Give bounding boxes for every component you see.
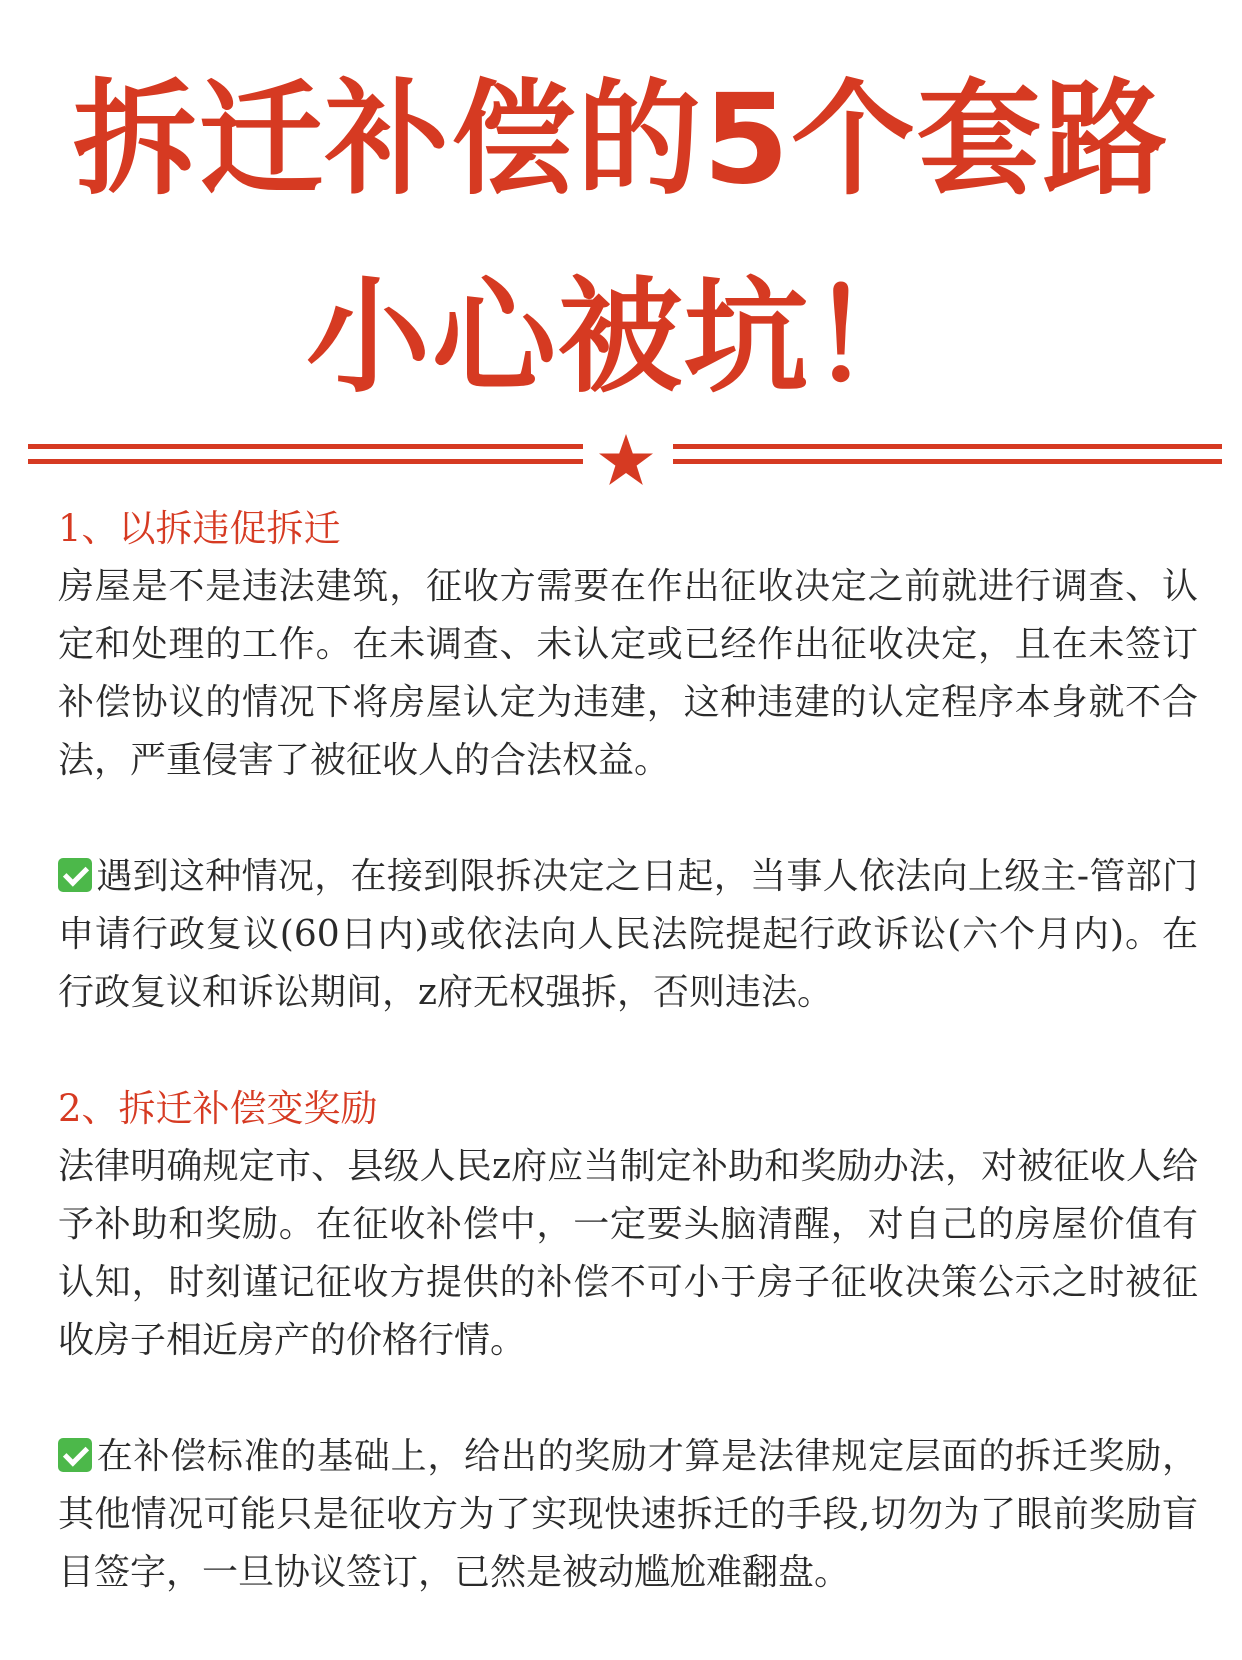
section-tip-text: 在补偿标准的基础上，给出的奖励才算是法律规定层面的拆迁奖励，其他情况可能只是征收方为了实现快速拆迁的手段,切勿为了眼前奖励盲目签字，一旦协议签订，已然是被动尴尬难翻盘。	[58, 1436, 1198, 1593]
check-mark-icon	[58, 1438, 92, 1472]
section-2	[58, 1080, 1198, 1602]
section-1	[58, 500, 1198, 1022]
star-icon	[597, 432, 655, 488]
check-mark-icon	[58, 858, 92, 892]
divider-rule-left-top	[28, 444, 583, 449]
section-tip-text: 遇到这种情况，在接到限拆决定之日起，当事人依法向上级主-管部门申请行政复议(60日内)或依法向人民法院提起行政诉讼(六个月内)。在行政复议和诉讼期间，z府无权强拆，否则违法。	[58, 856, 1198, 1013]
page-title-line-1: 拆迁补偿的5个套路	[72, 68, 1170, 212]
page-title-line-2: 小心被坑！	[305, 266, 936, 410]
divider-rule-left-bottom	[28, 459, 583, 464]
section-tip	[58, 848, 1198, 1022]
section-body: 房屋是不是违法建筑，征收方需要在作出征收决定之前就进行调查、认定和处理的工作。在未调查、未认定或已经作出征收决定，且在未签订补偿协议的情况下将房屋认定为违建，这种违建的认定程序本身就不合法，严重侵害了被征收人的合法权益。	[58, 566, 1198, 781]
divider-rule-right-top	[673, 444, 1222, 449]
title-divider	[28, 436, 1222, 482]
section-tip	[58, 1428, 1198, 1602]
section-body: 法律明确规定市、县级人民z府应当制定补助和奖励办法，对被征收人给予补助和奖励。在征收补偿中，一定要头脑清醒，对自己的房屋价值有认知，时刻谨记征收方提供的补偿不可小于房子征收决策公示之时被征收房子相近房产的价格行情。	[58, 1146, 1198, 1361]
section-heading: 2、拆迁补偿变奖励	[58, 1087, 378, 1130]
divider-rule-right-bottom	[673, 459, 1222, 464]
section-heading: 1、以拆违促拆迁	[58, 507, 341, 550]
article-content	[58, 500, 1198, 1602]
